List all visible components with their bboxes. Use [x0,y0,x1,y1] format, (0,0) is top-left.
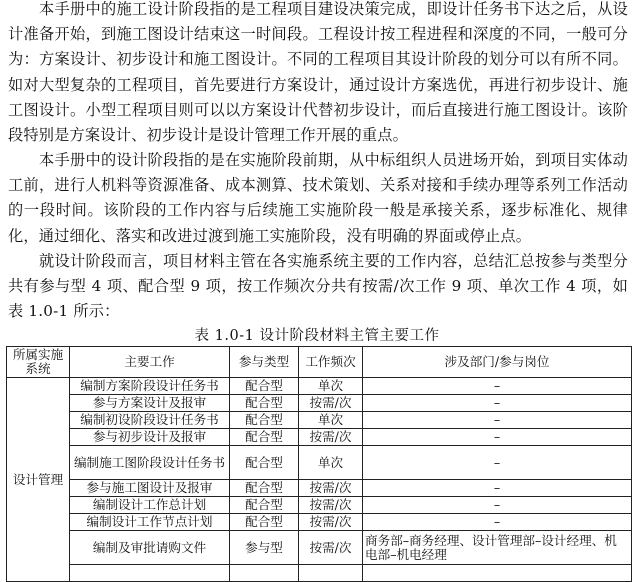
work-table [6,346,632,582]
table-row-partial [7,565,632,582]
work-cell: 参与方案设计及报审 [70,395,230,412]
depts-cell: – [363,429,632,446]
depts-cell: – [363,480,632,497]
work-cell: 编制及审批请购文件 [70,531,230,565]
type-cell: 参与型 [230,531,299,565]
freq-cell: 单次 [299,378,363,395]
header-type: 参与类型 [230,347,299,378]
table-row [7,480,632,497]
table-row [7,395,632,412]
type-cell: 配合型 [230,514,299,531]
depts-cell: – [363,378,632,395]
depts-cell: – [363,412,632,429]
freq-cell: 按需/次 [299,395,363,412]
depts-cell: – [363,497,632,514]
type-cell: 配合型 [230,378,299,395]
depts-cell: – [363,395,632,412]
table-row [7,446,632,480]
work-cell: 参与初步设计及报审 [70,429,230,446]
table-caption: 表 1.0-1 设计阶段材料主管主要工作 [194,328,440,344]
table-row [7,531,632,565]
header-freq: 工作频次 [299,347,363,378]
freq-cell: 单次 [299,412,363,429]
depts-cell: – [363,446,632,480]
depts-cell: – [363,514,632,531]
group-cell: 设计管理 [7,378,70,582]
freq-cell: 按需/次 [299,497,363,514]
table-row [7,514,632,531]
freq-cell: 按需/次 [299,480,363,497]
table-row [7,378,632,395]
freq-cell: 按需/次 [299,429,363,446]
type-cell: 配合型 [230,429,299,446]
work-cell: 编制设计工作总计划 [70,497,230,514]
paragraph-1: 本手册中的施工设计阶段指的是工程项目建设决策完成，即设计任务书下达之后，从设计准备开始，到施工图设计结束这一时间段。工程设计按工程进程和深度的不同，一般可分为：方案设计、初步设计和施工图设计。不同的工程项目其设计阶段的划分可以有所不同。如对大型复杂的工程项目，首先要进行方案设计，通过设计方案选优，再进行初步设计、施工图设计。小型工程项目则可以以方案设计代替初步设计，而后直接进行施工图设计。该阶段特别是方案设计、初步设计是设计管理工作开展的重点。 [8,0,628,145]
work-cell: 参与施工图设计及报审 [70,480,230,497]
type-cell: 配合型 [230,412,299,429]
paragraph-2: 本手册中的设计阶段指的是在实施阶段前期，从中标组织人员进场开始，到项目实体动工前，进行人机料等资源准备、成本测算、技术策划、关系对接和手续办理等系列工作活动的一段时间。该阶段的工作内容与后续施工实施阶段一般是承接关系，逐步标准化、规律化，通过细化、落实和改进过渡到施工实施阶段，没有明确的界面或停止点。 [8,151,628,245]
work-cell: 编制初设阶段设计任务书 [70,412,230,429]
freq-cell: 单次 [299,446,363,480]
freq-cell: 按需/次 [299,531,363,565]
table-row [7,497,632,514]
type-cell: 配合型 [230,395,299,412]
work-cell: 编制方案阶段设计任务书 [70,378,230,395]
work-cell: 编制设计工作节点计划 [70,514,230,531]
type-cell: 配合型 [230,480,299,497]
header-depts: 涉及部门/参与岗位 [363,347,632,378]
header-work: 主要工作 [70,347,230,378]
table-row [7,412,632,429]
type-cell: 配合型 [230,497,299,514]
header-system: 所属实施系统 [7,347,70,378]
depts-cell: 商务部–商务经理、设计管理部–设计经理、机电部–机电经理 [363,531,632,565]
paragraph-3: 就设计阶段而言，项目材料主管在各实施系统主要的工作内容，总结汇总按参与类型分共有参与型 4 项、配合型 9 项，按工作频次分共有按需/次工作 9 项、单次工作 4 项，如表 1.0-1 所示： [8,252,628,321]
freq-cell: 按需/次 [299,514,363,531]
type-cell: 配合型 [230,446,299,480]
table-header-row [7,347,632,378]
table-row [7,429,632,446]
work-cell: 编制施工图阶段设计任务书 [70,446,230,480]
